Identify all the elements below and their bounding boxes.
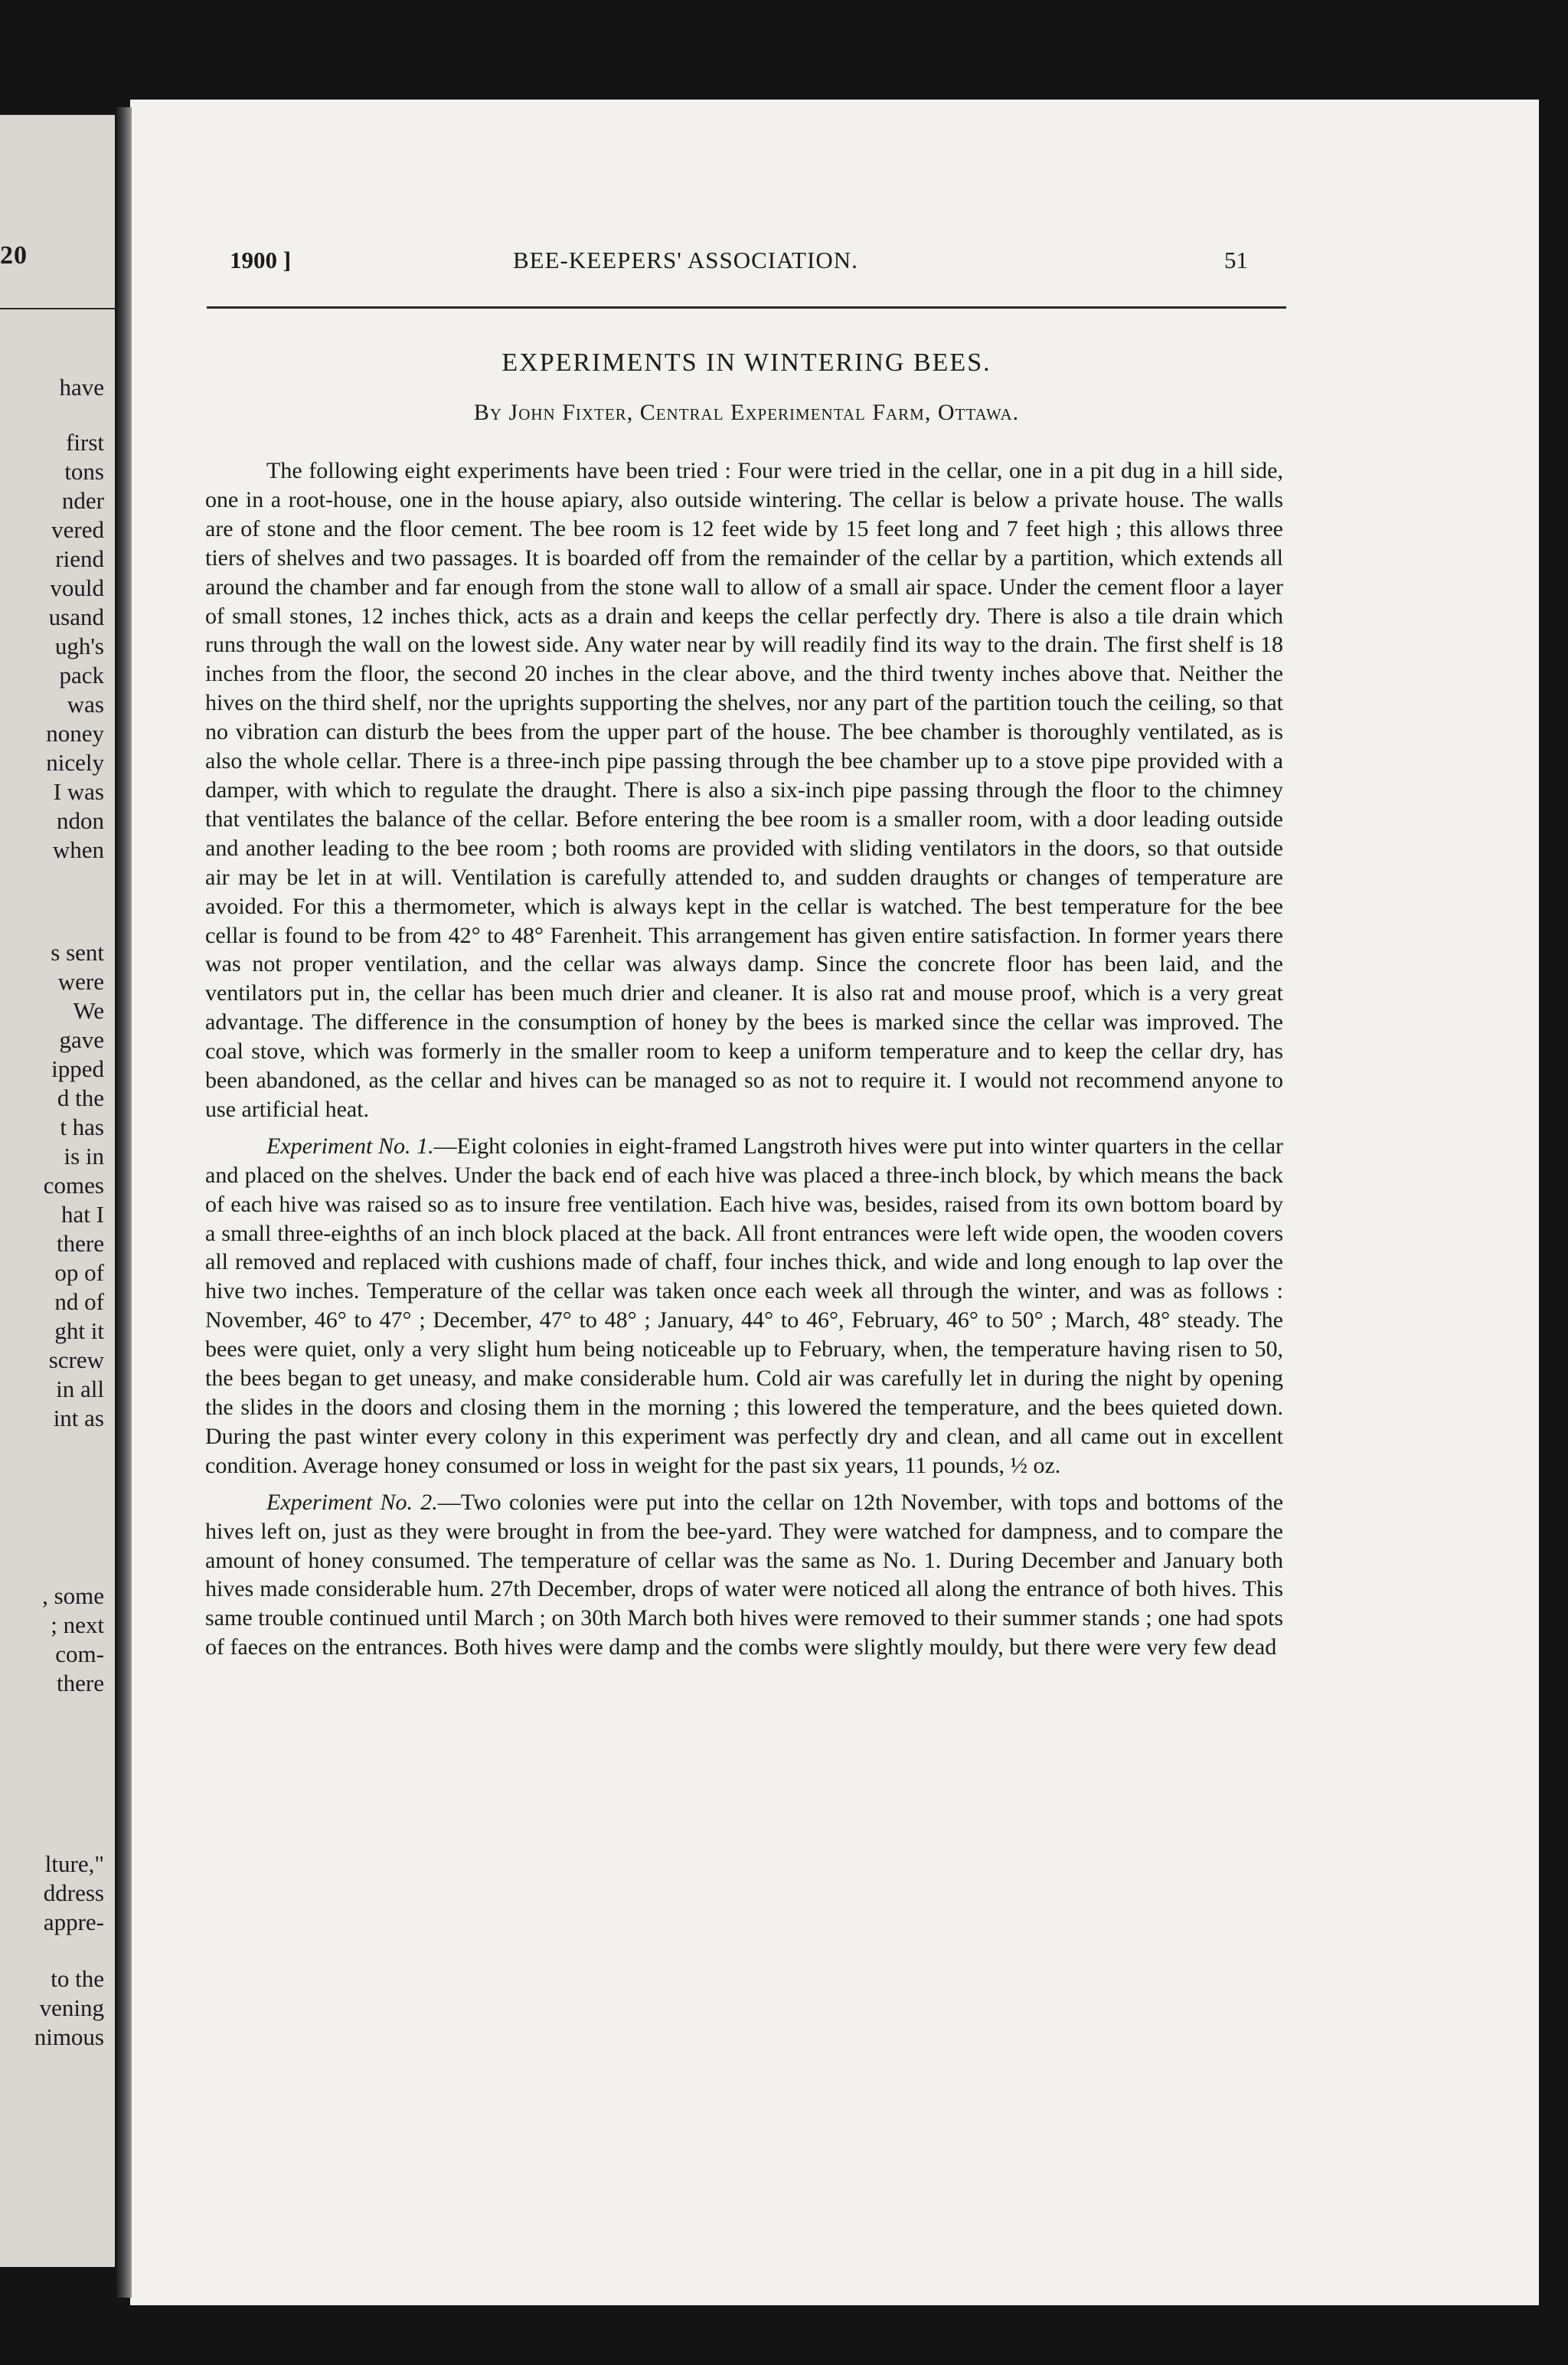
article-byline: By John Fixter, Central Experimental Farm, Ottawa.: [473, 400, 1020, 425]
facing-page-line: usand: [48, 604, 104, 630]
facing-page-line: d the: [57, 1084, 104, 1111]
facing-page-line: comes: [43, 1172, 104, 1199]
intro-paragraph: The following eight experiments have been tried : Four were tried in the cellar, one in a pit dug in a hill side, one in a root-house, one in the house apiary, also outside wintering. The cellar is below a private house. The walls are of stone and the floor cement. The bee room is 12 feet wide by 15 feet long and 7 feet high ; this allows three tiers of shelves and two passages. It is boarded off from the remainder of the cellar by a partition, which extends all around the chamber and far enough from the stone wall to allow of a small air space. Under the cement floor a layer of small stones, 12 inches thick, acts as a drain and keeps the cellar perfectly dry. There is also a tile drain which runs through the wall on the lowest side. Any water near by will readily find its way to the drain. The first shelf is 18 inches from the floor, the second 20 inches in the clear above, and the third twenty inches above that. Neither the hives on the third shelf, nor the uprights supporting the shelves, nor any part of the partition touch the ceiling, so that no vibration can disturb the bees from the upper part of the house. The bee chamber is thoroughly ventilated, as is also the whole cellar. There is a three-inch pipe passing through the bee chamber up to a stove pipe provided with a damper, with which to regulate the draught. There is also a six-inch pipe passing through the floor to the chimney that ventilates the balance of the cellar. Before entering the bee room is a smaller room, with a door leading outside and another leading to the bee room ; both rooms are provided with sliding ventilators in the doors, so that outside air may be let in at will. Ventilation is carefully attended to, and sudden draughts or changes of temperature are avoided. For this a thermometer, which is always kept in the cellar is watched. The best temperature for the bee cellar is found to be from 42° to 48° Farenheit. This arrangement has given entire satisfaction. In former years there was not proper ventilation, and the cellar was always damp. Since the concrete floor has been laid, and the ventilators put in, the cellar has been much drier and cleaner. It is also rat and mouse proof, which is a very great advantage. The difference in the consumption of honey by the bees is marked since the cellar was improved. The coal stove, which was formerly in the smaller room to keep a uniform temperature and to keep the cellar dry, has been abandoned, as the cellar and hives can be managed so as not to require it. I would not recommend anyone to use artificial heat.: [205, 458, 1283, 1122]
article-body: [205, 456, 1283, 1662]
facing-page-line: nicely: [46, 749, 104, 776]
facing-page-line: nder: [61, 487, 104, 514]
facing-page-line: int as: [53, 1405, 104, 1431]
facing-page-line: riend: [55, 545, 104, 572]
experiment-2-text: —Two colonies were put into the cellar on 12th November, with tops and bottoms of the hives left on, just as they were brought in from the bee-yard. They were watched for dampness, and to compare the amount of honey consumed. The temperature of cellar was the same as No. 1. During December and January both hives made considerable hum. 27th December, drops of water were noticed all along the entrance of both hives. This same trouble continued until March ; on 30th March both hives were removed to their summer stands ; one had spots of faeces on the entrances. Both hives were damp and the combs were slightly mouldy, but there were very few dead: [205, 1489, 1284, 1660]
facing-page-line: appre-: [43, 1909, 104, 1935]
experiment-2-paragraph: [205, 1488, 1283, 1662]
book-gutter: [115, 107, 132, 2298]
facing-page-line: t has: [60, 1114, 104, 1140]
page-number: 51: [1224, 247, 1248, 273]
facing-page-line: there: [57, 1670, 104, 1696]
facing-page-line: to the: [51, 1965, 104, 1992]
facing-page-line: vered: [51, 516, 104, 543]
facing-page-fragment: [0, 115, 115, 2267]
facing-page-line: ght it: [54, 1317, 104, 1344]
facing-page-line: ipped: [51, 1055, 104, 1082]
facing-page-rule: [0, 308, 115, 309]
facing-page-line: screw: [48, 1346, 104, 1373]
facing-page-line: We: [73, 997, 104, 1024]
facing-page-line: there: [57, 1230, 104, 1257]
experiment-1-label: Experiment No. 1.: [266, 1133, 434, 1159]
facing-page-line: hat I: [61, 1201, 104, 1228]
article-title: EXPERIMENTS IN WINTERING BEES.: [501, 348, 991, 377]
facing-page-number: 20: [0, 241, 28, 270]
facing-page-line: vould: [50, 574, 104, 601]
facing-page-line: were: [57, 968, 104, 995]
experiment-1-text: —Eight colonies in eight-framed Langstroth hives were put into winter quarters in the cellar and placed on the shelves. Under the back end of each hive was placed a three-inch block, by which means the back of each hive was raised so as to insure free ventilation. Each hive was, besides, raised from its own bottom board by a small three-eighths of an inch block placed at the back. All front entrances were left wide open, the wooden covers all removed and replaced with cushions made of chaff, four inches thick, and wide and long enough to lap over the hive two inches. Temperature of the cellar was taken once each week all through the winter, and was as follows : November, 46° to 47° ; December, 47° to 48° ; January, 44° to 46°, February, 46° to 50° ; March, 48° steady. The bees were quiet, only a very slight hum being noticeable up to February, when, the temperature having risen to 50, the bees began to get uneasy, and make considerable hum. Cold air was carefully let in during the night by opening the slides in the doors and closing them in the morning ; this lowered the temperature, and the bees quieted down. During the past winter every colony in this experiment was perfectly dry and clean, and all came out in excellent condition. Average honey consumed or loss in weight for the past six years, 11 pounds, ½ oz.: [205, 1133, 1283, 1478]
running-head-title: BEE-KEEPERS' ASSOCIATION.: [513, 247, 858, 273]
facing-page-line: was: [67, 691, 104, 718]
facing-page-line: s sent: [51, 939, 104, 966]
facing-page-line: com-: [55, 1640, 104, 1667]
facing-page-line: first: [66, 429, 104, 456]
running-head: [230, 247, 1248, 280]
facing-page-line: nimous: [34, 2023, 104, 2050]
facing-page-line: , some: [42, 1582, 104, 1609]
facing-page-line: gave: [59, 1026, 104, 1053]
facing-page-line: noney: [46, 720, 104, 747]
facing-page-line: ddress: [43, 1879, 104, 1906]
facing-page-line: pack: [59, 662, 104, 689]
facing-page-line: ndon: [57, 807, 104, 834]
facing-page-line: tons: [64, 458, 104, 485]
facing-page-line: ugh's: [54, 633, 104, 659]
running-head-year: 1900 ]: [230, 247, 292, 273]
facing-page-line: is in: [64, 1143, 104, 1169]
facing-page-line: I was: [53, 778, 104, 805]
facing-page-line: lture,": [44, 1850, 104, 1877]
facing-page-line: in all: [56, 1375, 104, 1402]
header-rule: [207, 306, 1286, 309]
facing-page-line: have: [59, 374, 104, 401]
facing-page-line: nd of: [54, 1288, 104, 1315]
facing-page-line: ; next: [51, 1611, 104, 1638]
experiment-1-paragraph: [205, 1132, 1283, 1480]
experiment-2-label: Experiment No. 2.: [266, 1489, 438, 1515]
facing-page-line: op of: [54, 1259, 104, 1286]
facing-page-line: when: [52, 836, 104, 863]
facing-page-line: vening: [39, 1994, 104, 2021]
